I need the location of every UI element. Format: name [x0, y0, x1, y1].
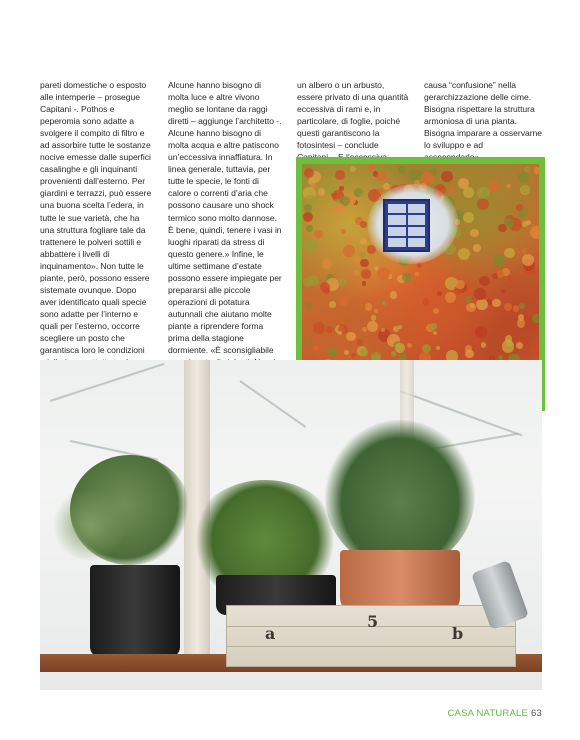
- window-illustration: [383, 199, 430, 252]
- ivy-leaf: [327, 207, 332, 212]
- ivy-leaf: [377, 267, 390, 280]
- ivy-leaf: [475, 326, 487, 338]
- ivy-leaf: [504, 248, 514, 258]
- ivy-leaf: [476, 299, 488, 311]
- ivy-leaf: [474, 339, 479, 344]
- crate-label: 5: [367, 612, 379, 631]
- ivy-leaf: [360, 259, 368, 267]
- ivy-leaf: [361, 269, 371, 279]
- ivy-leaf: [470, 229, 478, 237]
- ivy-leaf: [407, 343, 412, 348]
- ivy-leaf: [313, 322, 325, 334]
- ivy-leaf: [448, 186, 455, 193]
- ivy-leaf: [360, 348, 368, 356]
- ivy-leaf: [341, 229, 346, 234]
- terracotta-pot: [340, 550, 460, 612]
- ivy-leaf: [532, 314, 539, 323]
- ivy-leaf: [417, 263, 422, 268]
- ivy-leaf: [504, 303, 512, 311]
- ivy-leaf: [322, 259, 332, 269]
- ivy-leaf: [463, 187, 474, 198]
- ivy-leaf: [362, 281, 367, 286]
- ivy-leaf: [402, 273, 412, 283]
- wooden-crate: [226, 605, 516, 667]
- ivy-leaf: [359, 193, 363, 197]
- ivy-leaf: [534, 167, 539, 174]
- page-footer: [447, 708, 542, 719]
- ivy-leaf: [531, 269, 537, 275]
- ivy-leaf: [437, 291, 442, 296]
- ivy-leaf: [465, 350, 473, 358]
- ivy-leaf: [350, 166, 357, 173]
- ivy-leaf: [338, 331, 342, 335]
- ivy-leaf: [339, 296, 349, 306]
- ivy-leaf: [398, 325, 402, 329]
- ivy-leaf: [463, 212, 474, 223]
- ivy-leaf: [518, 172, 529, 183]
- ivy-leaf: [346, 238, 351, 243]
- ivy-leaf: [502, 340, 514, 352]
- ivy-leaf: [479, 276, 489, 286]
- ivy-leaf: [339, 186, 344, 191]
- ivy-leaf: [507, 275, 513, 281]
- ivy-leaf: [513, 305, 520, 312]
- ivy-leaf: [506, 184, 511, 189]
- ivy-leaf: [365, 303, 373, 311]
- ivy-leaf: [524, 166, 530, 172]
- ivy-leaf: [360, 221, 367, 228]
- ivy-leaf: [415, 272, 419, 276]
- ivy-leaf: [477, 198, 489, 210]
- ivy-leaf: [306, 225, 313, 232]
- ivy-leaf: [305, 302, 313, 310]
- crate-label: a: [265, 624, 276, 643]
- ivy-leaf: [521, 185, 530, 194]
- ivy-leaf: [308, 275, 319, 286]
- ivy-leaf: [530, 343, 539, 354]
- column-paragraph: pareti domestiche o esposto alle intemperie – prosegue Capitani -. Pothos e peperomia sono adatte a svolgere il compito di filtro e ad assorbire tutte le sostanze nocive emesse dalle superfici casalinghe e gli inquinanti provenienti dall’esterno. Per giardini e terrazzi, può essere una buona scelta l’edera, in tutte le sue varietà, che ha una struttura fogliare tale da trattenere le polveri sottili e abbattere i livelli di inquinamento». Non tutte le piante, però, possono essere sistemate ovunque. Dopo aver identificato quali specie sono adatte per l’interno e quali per l’esterno, occorre scegliere un posto che garantisca loro le condizioni: [40, 80, 152, 356]
- ivy-leaf: [522, 254, 534, 266]
- page-number: 63: [531, 708, 542, 719]
- ivy-leaf: [303, 212, 313, 222]
- ivy-leaf: [325, 185, 335, 195]
- column-paragraph: un albero o un arbusto, essere privato di una quantità eccessiva di rami e, in particolare, di foglie, poiché questi garantiscono la fotosintesi – conclude: [297, 80, 409, 151]
- ivy-leaf: [497, 270, 505, 278]
- ivy-leaf: [430, 323, 438, 331]
- ivy-leaf: [308, 240, 317, 249]
- ivy-leaf: [516, 342, 523, 349]
- ivy-leaf: [473, 244, 481, 252]
- ivy-leaf: [326, 326, 333, 333]
- ivy-leaf: [360, 238, 367, 245]
- ivy-leaf: [458, 248, 470, 260]
- ivy-leaf: [305, 195, 315, 205]
- ivy-leaf: [304, 204, 312, 212]
- ivy-leaf: [441, 171, 452, 182]
- ivy-leaf: [423, 298, 429, 304]
- ivy-leaf: [367, 321, 378, 332]
- ivy-leaf: [327, 347, 338, 358]
- ivy-leaf: [313, 345, 320, 352]
- ivy-leaf: [445, 292, 456, 303]
- ivy-leaf: [371, 315, 376, 320]
- ivy-leaf: [334, 203, 345, 214]
- ivy-leaf: [455, 280, 464, 289]
- ivy-leaf: [346, 332, 355, 341]
- ivy-leaf: [518, 314, 524, 320]
- ivy-leaf: [320, 282, 330, 292]
- ivy-leaf: [373, 171, 379, 177]
- ivy-leaf: [311, 183, 317, 189]
- ivy-leaf: [314, 230, 322, 238]
- ivy-leaf: [522, 221, 528, 227]
- ivy-leaf: [422, 344, 431, 353]
- ivy-leaf: [433, 308, 439, 314]
- ivy-leaf: [351, 353, 356, 358]
- ivy-leaf: [477, 187, 490, 200]
- ivy-leaf: [501, 289, 507, 295]
- ivy-leaf: [390, 291, 398, 299]
- ivy-leaf: [395, 343, 404, 352]
- ivy-leaf: [474, 288, 485, 299]
- ivy-leaf: [329, 301, 337, 309]
- ivy-leaf: [304, 168, 314, 178]
- ivy-leaf: [433, 331, 437, 335]
- crate-label: b: [452, 624, 464, 643]
- text-column-2: [168, 79, 282, 380]
- ivy-leaf: [398, 166, 406, 174]
- column-paragraph: Alcune hanno bisogno di molta luce e altre vivono meglio se lontane da raggi diretti – aggiunge l’architetto -. Alcune hanno bisogno di molta acqua e altre patiscono un’eccessiva innaffiatura. In linea generale, tuttavia, per tutte le specie, le fonti di calore o correnti d’aria che possono causare uno shock termico sono molto dannose. È bene, quindi, tenere i vasi in luoghi riparati da stress di questo genere.» Infine, le ultime settimane d’estate possono essere impiegate per prepararsi alle piccole operazioni di potatura autunnali che aiutano molte piante a riprendere forma prima della stagione dormiente. «È sconsigliabile: [168, 80, 282, 356]
- ivy-leaf: [391, 351, 396, 356]
- ivy-leaf: [338, 278, 346, 286]
- ivy-leaf: [343, 245, 354, 256]
- magazine-name: CASA NATURALE: [447, 708, 529, 719]
- ivy-leaf: [519, 303, 525, 309]
- ivy-leaf: [344, 350, 349, 355]
- ivy-leaf: [481, 342, 487, 348]
- ivy-leaf: [305, 340, 310, 345]
- ivy-leaf: [335, 170, 345, 180]
- ivy-leaf: [436, 346, 440, 350]
- ivy-leaf: [357, 339, 363, 345]
- ivy-leaf: [382, 301, 386, 305]
- herbs-photo: [40, 360, 542, 690]
- ivy-leaf: [492, 299, 500, 307]
- column-paragraph: causa “confusione” nella gerarchizzazione delle cime. Bisogna rispettare la struttura armoniosa di una pianta. Bisogna imparare a osservarne lo sviluppo e ad: [424, 80, 542, 151]
- ivy-leaf: [530, 226, 539, 239]
- ivy-leaf: [465, 296, 472, 303]
- ivy-leaf: [374, 309, 378, 313]
- ivy-leaf: [493, 254, 505, 266]
- ivy-leaf: [504, 218, 514, 228]
- text-column-1: [40, 79, 153, 404]
- ivy-leaf: [378, 188, 383, 193]
- ivy-leaf: [354, 270, 359, 275]
- black-pot: [90, 565, 180, 657]
- text-column-4: [424, 79, 542, 163]
